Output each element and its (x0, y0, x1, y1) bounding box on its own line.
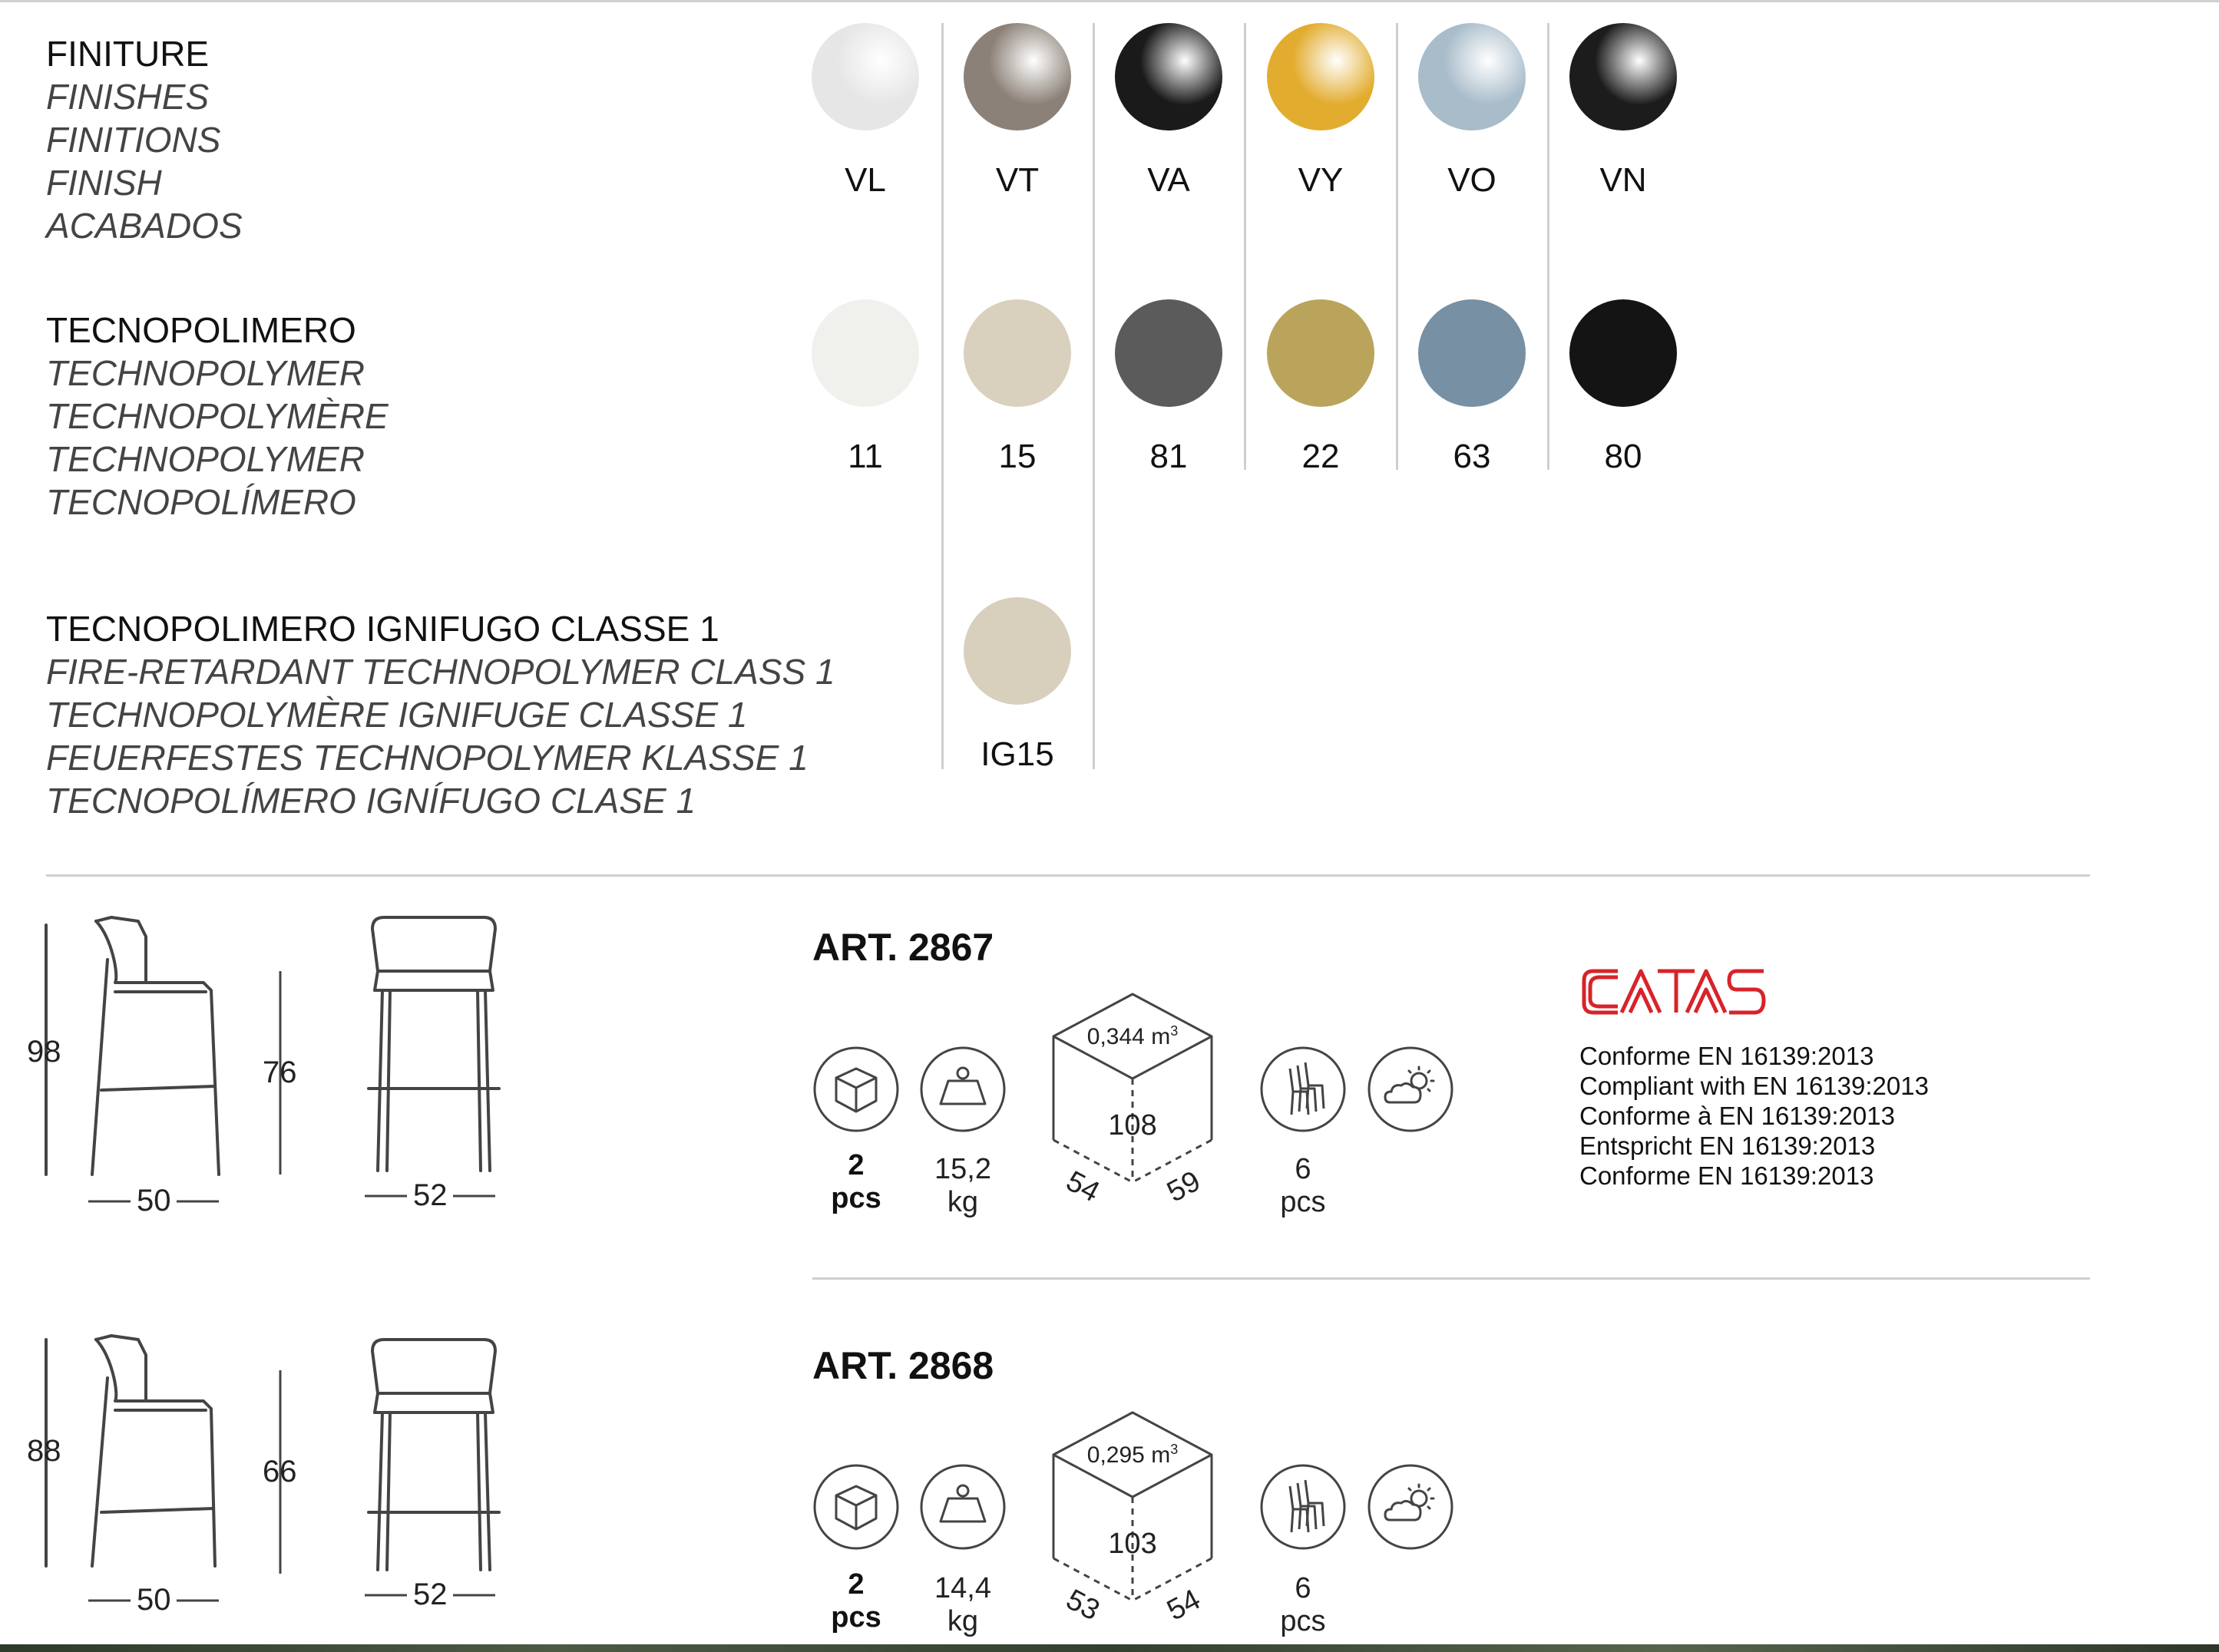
finish-swatch-vy[interactable] (1267, 23, 1374, 131)
finish-code: IG15 (981, 735, 1054, 773)
stack-quantity (1259, 1153, 1347, 1219)
finish-swatch-vt[interactable] (964, 23, 1071, 131)
package-box-icon (812, 1046, 900, 1133)
package-depth: 53 (1060, 1583, 1105, 1627)
finish-code: VN (1599, 161, 1647, 199)
group-translation: TECNOPOLÍMERO (46, 482, 356, 522)
finish-code: VL (845, 161, 886, 199)
volume-unit-exponent: 3 (1170, 1023, 1179, 1039)
article-divider (812, 1277, 2090, 1280)
package-volume (1075, 1442, 1190, 1469)
stack-unit: pcs (1280, 1605, 1326, 1637)
finish-swatch-vl[interactable] (812, 23, 919, 131)
box-quantity-unit: pcs (831, 1601, 881, 1634)
side-width-dimension: 50 (137, 1583, 171, 1617)
outdoor-weather-icon (1367, 1463, 1454, 1551)
group-translation: TECHNOPOLYMER (46, 439, 365, 479)
box-quantity-number: 2 (848, 1149, 865, 1181)
weight-icon (919, 1463, 1007, 1551)
finish-code: 80 (1604, 438, 1642, 475)
front-view-drawing (361, 1336, 507, 1574)
stack-number: 6 (1295, 1153, 1311, 1185)
volume-value: 0,344 m (1086, 1024, 1171, 1049)
package-depth: 54 (1060, 1165, 1105, 1209)
package-height: 103 (1108, 1528, 1157, 1560)
volume-unit-exponent: 3 (1170, 1442, 1179, 1457)
finish-swatch-vo[interactable] (1418, 23, 1526, 131)
weight-number: 14,4 (934, 1572, 991, 1604)
certification-line: Conforme EN 16139:2013 (1579, 1161, 1874, 1190)
package-weight (919, 1572, 1007, 1638)
front-width-dimension: 52 (413, 1178, 448, 1212)
package-volume (1075, 1023, 1190, 1050)
front-view-drawing (361, 914, 507, 1178)
column-divider (1547, 23, 1549, 470)
finish-swatch-vn[interactable] (1569, 23, 1677, 131)
height-dimension: 98 (27, 1035, 61, 1069)
column-divider (941, 23, 944, 769)
group-translation: FINISH (46, 163, 162, 203)
group-translation: FINISHES (46, 77, 210, 117)
fire-retardant-swatch-ig15[interactable] (964, 597, 1071, 705)
weight-number: 15,2 (934, 1153, 991, 1185)
certification-line: Conforme à EN 16139:2013 (1579, 1102, 1895, 1130)
section-divider (46, 874, 2090, 877)
article-title: ART. 2867 (812, 926, 994, 969)
weight-unit: kg (947, 1186, 979, 1218)
certification-line: Compliant with EN 16139:2013 (1579, 1072, 1929, 1100)
side-width-dimension: 50 (137, 1184, 171, 1218)
group-translation: FINITIONS (46, 120, 221, 160)
fire-retardant-label-block (46, 607, 835, 822)
weight-unit: kg (947, 1605, 979, 1637)
technopolymer-swatch-81[interactable] (1115, 299, 1222, 407)
box-quantity-number: 2 (848, 1568, 865, 1601)
finish-code: 81 (1149, 438, 1188, 475)
technopolymer-label-block (46, 309, 389, 524)
package-box-icon (812, 1463, 900, 1551)
group-title: TECNOPOLIMERO IGNIFUGO CLASSE 1 (46, 609, 719, 649)
front-width-dimension: 52 (413, 1578, 448, 1611)
group-title: TECNOPOLIMERO (46, 310, 356, 350)
technopolymer-swatch-80[interactable] (1569, 299, 1677, 407)
box-quantity (812, 1568, 900, 1634)
stackable-chairs-icon (1259, 1046, 1347, 1133)
outdoor-weather-icon (1367, 1046, 1454, 1133)
certification-lines (1579, 1041, 1929, 1191)
certification-line: Conforme EN 16139:2013 (1579, 1042, 1874, 1070)
column-divider (1396, 23, 1398, 470)
finish-code: 11 (848, 438, 883, 475)
technopolymer-swatch-63[interactable] (1418, 299, 1526, 407)
bottom-edge-strip (0, 1644, 2219, 1652)
box-quantity-unit: pcs (831, 1182, 881, 1214)
group-translation: TECNOPOLÍMERO IGNÍFUGO CLASE 1 (46, 781, 696, 821)
finish-code: 63 (1453, 438, 1491, 475)
stackable-chairs-icon (1259, 1463, 1347, 1551)
stack-unit: pcs (1280, 1186, 1326, 1218)
technopolymer-swatch-15[interactable] (964, 299, 1071, 407)
finish-code: 15 (998, 438, 1037, 475)
seat-height-dimension: 66 (263, 1455, 297, 1488)
group-translation: FIRE-RETARDANT TECHNOPOLYMER CLASS 1 (46, 652, 835, 692)
group-translation: TECHNOPOLYMER (46, 353, 365, 393)
weight-icon (919, 1046, 1007, 1133)
package-width: 59 (1162, 1165, 1206, 1209)
article-title: ART. 2868 (812, 1344, 994, 1387)
catas-logo (1579, 963, 1771, 1021)
volume-value: 0,295 m (1086, 1442, 1171, 1468)
finish-code: VT (995, 161, 1040, 199)
group-translation: TECHNOPOLYMÈRE (46, 396, 389, 436)
height-dimension: 88 (27, 1434, 61, 1468)
finish-code: 22 (1301, 438, 1340, 475)
package-weight (919, 1153, 1007, 1219)
group-translation: FEUERFESTES TECHNOPOLYMER KLASSE 1 (46, 738, 809, 778)
finish-swatch-va[interactable] (1115, 23, 1222, 131)
group-translation: TECHNOPOLYMÈRE IGNIFUGE CLASSE 1 (46, 695, 748, 735)
box-quantity (812, 1149, 900, 1215)
column-divider (1093, 23, 1095, 769)
technopolymer-swatch-22[interactable] (1267, 299, 1374, 407)
certification-line: Entspricht EN 16139:2013 (1579, 1132, 1876, 1160)
finish-code: VY (1298, 161, 1344, 199)
technopolymer-swatch-11[interactable] (812, 299, 919, 407)
finish-code: VO (1447, 161, 1496, 199)
stack-quantity (1259, 1572, 1347, 1638)
finishes-label-block (46, 32, 243, 247)
group-translation: ACABADOS (46, 206, 243, 246)
column-divider (1244, 23, 1246, 470)
top-border (0, 0, 2219, 2)
stack-number: 6 (1295, 1572, 1311, 1604)
package-height: 108 (1108, 1109, 1157, 1142)
finish-code: VA (1147, 161, 1190, 199)
package-width: 54 (1162, 1583, 1206, 1627)
group-title: FINITURE (46, 34, 210, 74)
seat-height-dimension: 76 (263, 1056, 297, 1089)
